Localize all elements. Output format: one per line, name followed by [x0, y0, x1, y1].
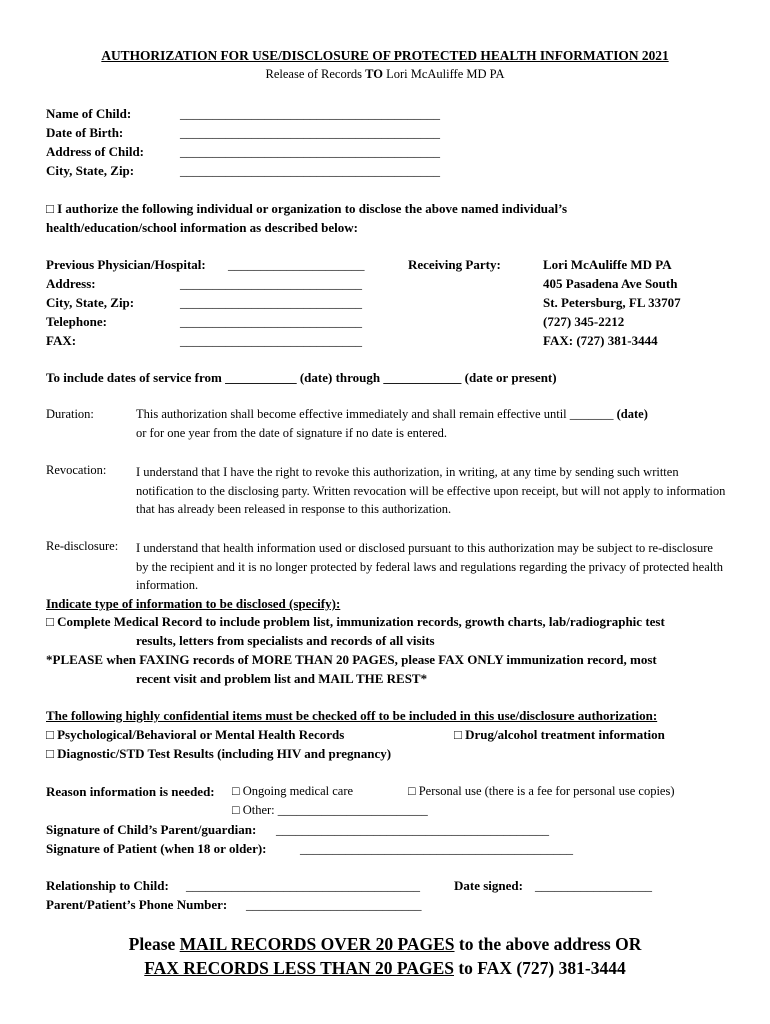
physician-phone-label: Telephone: [46, 314, 107, 329]
reason-other [232, 803, 428, 818]
complete-record-item [46, 614, 665, 630]
subtitle-to: TO [365, 67, 383, 81]
other-text: Other: ________________________ [239, 803, 428, 817]
relationship-field[interactable]: ____________________________________ [186, 878, 420, 893]
form-subtitle [0, 67, 770, 82]
child-name-field[interactable]: ________________________________________ [180, 106, 440, 121]
footer-line-1-pre: Please [128, 934, 180, 954]
footer-line-2-underlined: FAX RECORDS LESS THAN 20 PAGES [144, 958, 454, 978]
confidential-item-drug [454, 727, 665, 743]
subtitle-post: Lori McAuliffe MD PA [382, 67, 505, 81]
reason-label: Reason information is needed: [46, 784, 215, 799]
form-title: AUTHORIZATION FOR USE/DISCLOSURE OF PROTECTED HEALTH INFORMATION 2021 [101, 48, 669, 63]
physician-address-label: Address: [46, 276, 96, 291]
fax-note-line-1: *PLEASE when FAXING records of MORE THAN 20 PAGES, please FAX ONLY immunization record, most [46, 652, 657, 667]
phone-number-field[interactable]: ___________________________ [246, 897, 422, 912]
physician-fax-label: FAX: [46, 333, 77, 348]
footer-line-2-post: to FAX (727) 381-3444 [453, 958, 626, 978]
patient-signature-label: Signature of Patient (when 18 or older): [46, 841, 267, 856]
child-dob-field[interactable]: ________________________________________ [180, 125, 440, 140]
complete-record-text-1: Complete Medical Record to include problem list, immunization records, growth charts, lab/radiographic test [53, 614, 665, 629]
revocation-text: I understand that I have the right to revoke this authorization, in writing, at any time by sending such written notification to the disclosing party. Written revocation will be effective upon receipt, but will not apply to information that has already been released in response to this authorization. [136, 465, 726, 517]
phone-number-label: Parent/Patient’s Phone Number: [46, 897, 228, 912]
confidential-item-std [46, 746, 391, 762]
complete-record-text-2: results, letters from specialists and records of all visits [136, 633, 435, 648]
receiving-fax: FAX: (727) 381-3444 [543, 333, 658, 348]
physician-fax-field[interactable]: ____________________________ [180, 333, 362, 348]
duration-text-1: This authorization shall become effective immediately and shall remain effective until _______ [136, 407, 614, 421]
authorize-line-2: health/education/school information as described below: [46, 220, 359, 235]
std-checkbox[interactable]: □ [46, 746, 54, 761]
redisclosure-text: I understand that health information used or disclosed pursuant to this authorization may be subject to re-disclosure by the recipient and it is no longer protected by federal laws and regulations regarding the privacy of protected health information. [136, 541, 723, 593]
physician-field[interactable]: _____________________ [228, 257, 365, 272]
fax-note-line-2: recent visit and problem list and MAIL THE REST* [136, 671, 428, 686]
complete-record-checkbox[interactable]: □ [46, 614, 54, 629]
receiving-name: Lori McAuliffe MD PA [543, 257, 672, 272]
mental-health-checkbox[interactable]: □ [46, 727, 54, 742]
ongoing-text: Ongoing medical care [239, 784, 354, 798]
receiving-street: 405 Pasadena Ave South [543, 276, 678, 291]
footer-line-1 [0, 934, 770, 955]
authorize-text-1: I authorize the following individual or organization to disclose the above named individual’s [53, 201, 568, 216]
authorize-checkbox[interactable]: □ [46, 201, 54, 216]
std-text: Diagnostic/STD Test Results (including HIV and pregnancy) [53, 746, 392, 761]
parent-signature-label: Signature of Child’s Parent/guardian: [46, 822, 257, 837]
physician-city-label: City, State, Zip: [46, 295, 135, 310]
reason-personal [408, 784, 675, 799]
ongoing-checkbox[interactable]: □ [232, 784, 240, 798]
child-name-label: Name of Child: [46, 106, 132, 121]
personal-text: Personal use (there is a fee for personal use copies) [415, 784, 675, 798]
physician-phone-field[interactable]: ____________________________ [180, 314, 362, 329]
authorize-line-1 [46, 201, 567, 217]
physician-address-field[interactable]: ____________________________ [180, 276, 362, 291]
physician-label: Previous Physician/Hospital: [46, 257, 206, 272]
redisclosure-label: Re-disclosure: [46, 539, 119, 553]
parent-signature-field[interactable]: __________________________________________ [276, 822, 549, 837]
footer-line-2 [0, 958, 770, 979]
child-dob-label: Date of Birth: [46, 125, 124, 140]
reason-ongoing [232, 784, 353, 799]
child-address-field[interactable]: ________________________________________ [180, 144, 440, 159]
confidential-item-mental-health [46, 727, 344, 743]
child-city-field[interactable]: ________________________________________ [180, 163, 440, 178]
duration-date: (date) [613, 407, 648, 421]
duration-label: Duration: [46, 407, 94, 421]
footer-line-1-post: to the above address OR [454, 934, 642, 954]
confidential-heading: The following highly confidential items must be checked off to be included in this use/disclosure authorization: [46, 708, 658, 723]
physician-city-field[interactable]: ____________________________ [180, 295, 362, 310]
relationship-label: Relationship to Child: [46, 878, 169, 893]
info-type-heading: Indicate type of information to be disclosed (specify): [46, 596, 341, 611]
drug-checkbox[interactable]: □ [454, 727, 462, 742]
duration-line-1 [136, 407, 648, 422]
subtitle-pre: Release of Records [265, 67, 366, 81]
receiving-city: St. Petersburg, FL 33707 [543, 295, 681, 310]
child-city-label: City, State, Zip: [46, 163, 135, 178]
child-address-label: Address of Child: [46, 144, 145, 159]
personal-checkbox[interactable]: □ [408, 784, 416, 798]
revocation-label: Revocation: [46, 463, 107, 477]
drug-text: Drug/alcohol treatment information [461, 727, 665, 742]
date-signed-field[interactable]: __________________ [535, 878, 652, 893]
receiving-phone: (727) 345-2212 [543, 314, 625, 329]
footer-line-1-underlined: MAIL RECORDS OVER 20 PAGES [179, 934, 455, 954]
receiving-label: Receiving Party: [408, 257, 501, 272]
date-signed-label: Date signed: [454, 878, 523, 893]
mental-health-text: Psychological/Behavioral or Mental Health Records [53, 727, 345, 742]
other-checkbox[interactable]: □ [232, 803, 240, 817]
patient-signature-field[interactable]: __________________________________________ [300, 841, 573, 856]
duration-line-2: or for one year from the date of signature if no date is entered. [136, 426, 447, 440]
dates-of-service: To include dates of service from ___________ (date) through ____________ (date or present) [46, 370, 557, 385]
